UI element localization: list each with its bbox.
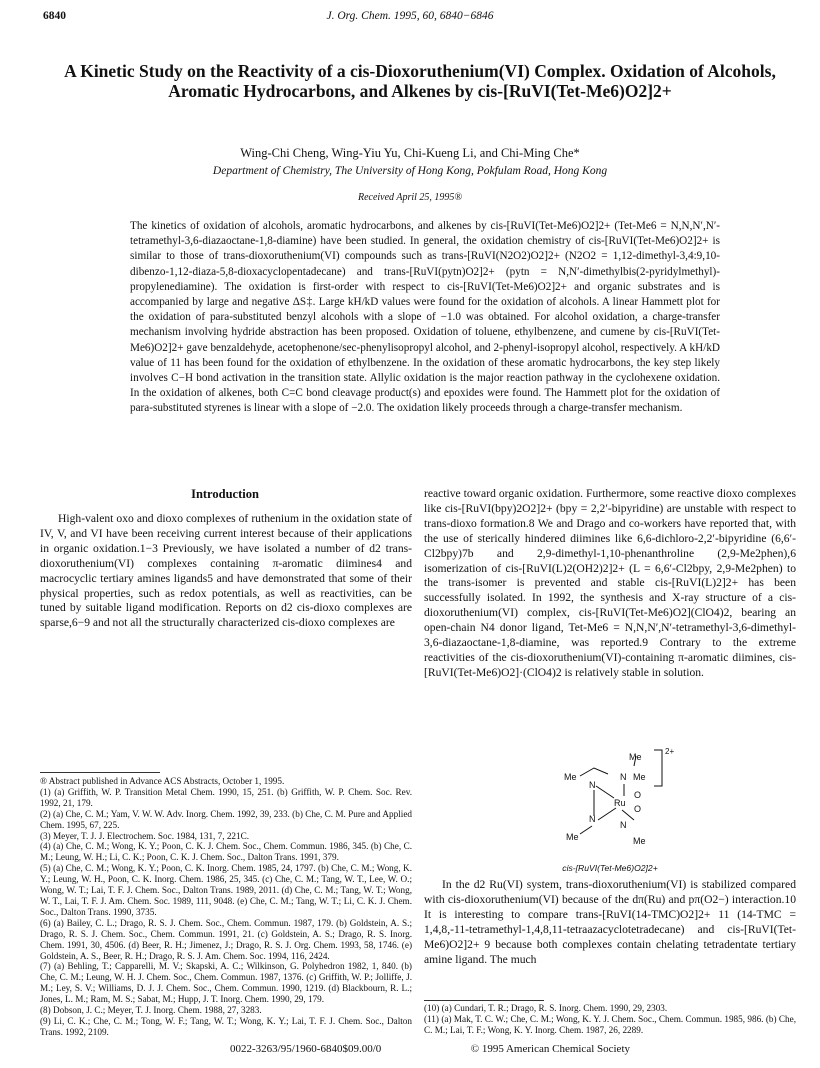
left-column xyxy=(40,512,412,631)
structure-bond xyxy=(622,810,634,820)
article-code: 0022-3263/95/1960-6840$09.00/0 xyxy=(230,1043,382,1055)
structure-bond xyxy=(596,786,614,798)
charge-label: 2+ xyxy=(665,747,675,756)
footnotes-right xyxy=(424,1003,796,1036)
intro-paragraph-3: In the d2 Ru(VI) system, trans-dioxoruthenium(VI) is stabilized compared with cis-dioxoruthenium(VI) because of the dπ(Ru) and pπ(O2−) interaction.10 It is interesting to compare trans-[RuVI(14-TMC)O2]2+ 11 (14-TMC = 1,4,8,-11-tetramethyl-1,4,8,11-tetraazacyclotetradecane) and cis-[RuVI(Tet-Me6)O2]2+ 9 because both complexes contain chelating tetradentate tertiary amine ligand. The much xyxy=(424,878,796,966)
right-column-continued xyxy=(424,878,796,967)
atom-label: O xyxy=(634,790,642,800)
abstract: The kinetics of oxidation of alcohols, aromatic hydrocarbons, and alkenes by cis-[RuVI(Tet-Me6)O2]2+ (Tet-Me6 = N,N,N′,N′-tetramethyl-3,6-diazaoctane-1,8-diamine) have been studied. In general, the oxidation chemistry of cis-[RuVI(Tet-Me6)O2]2+ is similar to those of trans-dioxoruthenium(VI) compounds such as trans-[RuVI(N2O2)O2]2+ (N2O2 = 1,12-dimethyl-3,4:9,10-dibenzo-1,12-diaza-5,8-dioxacyclopentadecane) and trans-[RuVI(pytn)O2]2+ (pytn = N,N′-dimethylbis(2-pyridylmethyl)-propylenediamine). The oxidation is first-order with respect to cis-[RuVI(Tet-Me6)O2]2+ and organic substrates and is accompanied by large and negative ΔS‡. Large kH/kD values were found for the oxidation of alcohols. A linear Hammett plot for the oxidation of para-substituted benzyl alcohols with a slope of −1.0 was obtained. For alcohol oxidation, a charge-transfer mechanism involving hydride abstraction has been proposed. Oxidation of toluene, ethylbenzene, and cumene by cis-[RuVI(Tet-Me6)O2]2+ gave benzaldehyde, acetophenone/sec-phenylisopropyl alcohol, and 2-phenyl-isopropyl alcohol, respectively. A kH/kD value of 11 has been found for the oxidation of ethylbenzene. In the oxidation of these aromatic hydrocarbons, the key step likely involves C−H bond activation in the transition state. Allylic oxidation is the major reaction pathway in the cyclohexene oxidation. In the oxidation of alkenes, both C=C bond cleavage product(s) and epoxides were found. The Hammett plot for the oxidation of para-substituted styrenes is linear with a slope of −2.0. The oxidation likely proceeds through a charge-transfer mechanism. xyxy=(130,220,720,415)
footnote: (9) Li, C. K.; Che, C. M.; Tong, W. F.; Tang, W. T.; Wong, K. Y.; Lai, T. F. J. Chem. Soc., Dalton Trans. 1992, 2109. xyxy=(40,1015,412,1037)
author-list: Wing-Chi Cheng, Wing-Yiu Yu, Chi-Kueng Li, and Chi-Ming Che* xyxy=(240,146,580,160)
charge-bracket xyxy=(654,750,662,786)
atom-label: N xyxy=(589,814,596,824)
footnote: (3) Meyer, T. J. J. Electrochem. Soc. 1984, 131, 7, 221C. xyxy=(40,830,250,841)
footnote: (6) (a) Bailey, C. L.; Drago, R. S. J. Chem. Soc., Chem. Commun. 1987, 179. (b) Goldstein, A. S.; Drago, R. S. J. Chem. Soc., Chem. Commun. 1991, 21. (c) Goldstein, A. S.; Drago, R. S. Inorg. Chem. 1991, 30, 4506. (d) Beer, R. H.; Jimenez, J.; Drago, R. S. J. Org. Chem. 1993, 58, 1746. (e) Goldstein, A. S., Beer, R. H.; Drago, R. S. J. Am. Chem. Soc. 1994, 116, 2424. xyxy=(40,917,412,961)
atom-label: O xyxy=(634,804,642,814)
footnote: (7) (a) Behling, T.; Capparelli, M. V.; Skapski, A. C.; Wilkinson, G. Polyhedron 1982, 1, 840. (b) Che, C. M.; Leung, W. H. J. Chem. Soc., Chem. Commun. 1987, 1376. (c) Griffith, W. P.; Jolliffe, J. M.; Ley, S. V.; Williams, D. J. J. Chem. Soc., Chem. Commun. 1990, 1219. (d) Blackbourn, R. L.; Jones, L. M.; Ram, M. S.; Sabat, M.; Hupp, J. T. Inorg. Chem. 1990, 29, 179. xyxy=(40,961,412,1005)
page-footer xyxy=(230,1043,630,1055)
intro-paragraph-1: High-valent oxo and dioxo complexes of ruthenium in the oxidation state of IV, V, and VI have been receiving current interest because of their applications in organic oxidation.1−3 Previously, we have isolated a number of d2 trans-dioxoruthenium(VI) complexes containing π-aromatic diimines4 and macrocyclic tertiary amines ligands5 and have demonstrated that some of their physical properties, such as redox potentials, as well as reactivities, can be tuned by suitable ligand modification. Reports on d2 cis-dioxo complexes are sparse,6−9 and not all the structurally characterized cis-dioxo complexes are xyxy=(40,512,412,630)
footnote-divider xyxy=(424,1000,544,1001)
footnote: (5) (a) Che, C. M.; Wong, K. Y.; Poon, C. K. Inorg. Chem. 1985, 24, 1797. (b) Che, C. M.; Wong, K. Y.; Leung, W. H., Poon, C. K. Inorg. Chem. 1986, 25, 345. (c) Che, C. M.; Tang, W. T., Lee, W. O.; Wong, W. T.; Lai, T. F. J. Chem. Soc., Dalton Trans. 1989, 2011. (d) Che, C. M.; Tang, W. T.; Wong, W. T., Lai, T. F. J. Am. Chem. Soc. 1989, 111, 9048. (e) Che, C. M.; Tang, W. T.; Li, C. K. J. Chem. Soc., Dalton Trans. 1990, 3735. xyxy=(40,863,412,917)
atom-label: Me xyxy=(566,832,579,842)
footnote: ® Abstract published in Advance ACS Abstracts, October 1, 1995. xyxy=(40,776,285,786)
footnote: (2) (a) Che, C. M.; Yam, V. W. W. Adv. Inorg. Chem. 1992, 39, 233. (b) Che, C. M. Pure and Applied Chem. 1995, 67, 225. xyxy=(40,808,412,830)
footnote: (10) (a) Cundari, T. R.; Drago, R. S. Inorg. Chem. 1990, 29, 2303. xyxy=(424,1003,668,1013)
structure-caption: cis-[RuVI(Tet-Me6)O2]2+ xyxy=(562,863,658,873)
structure-bond xyxy=(598,808,616,820)
received-date: Received April 25, 1995® xyxy=(357,192,463,203)
atom-label: Me xyxy=(633,836,646,846)
atom-label: N xyxy=(589,780,596,790)
intro-paragraph-2: reactive toward organic oxidation. Furthermore, some reactive dioxo complexes like cis-[RuVI(bpy)2O2]2+ (bpy = 2,2′-bipyridine) are unstable with respect to trans-dioxo formation.8 We and Drago and co-workers have reported that, with the use of sterically hindered diimines like 6,6-dichloro-2,2′-bipyridine (6,6′-Cl2bpy)7b and 2,9-dimethyl-1,10-phenanthroline (2,9-Me2phen),6 isomerization of cis-[RuVI(L)2(OH2)2]2+ (L = 6,6′-Cl2bpy, 2,9-Me2phen) to the trans-isomer is prevented and stable cis-[RuVI(L)2]2+ has been successfully isolated. In 1992, the synthesis and X-ray structure of a cis-dioxoruthenium(VI) complex, cis-[RuVI(Tet-Me6)O2](ClO4)2, bearing an open-chain N4 donor ligand, Tet-Me6 = N,N,N′,N′-tetramethyl-3,6-dimethyl-3,6-diazaoctane-1,8-diamine, was reported.9 Contrary to the extreme reactivities of the cis-dioxoruthenium(VI)-containing π-aromatic diimines, cis-[RuVI(Tet-Me6)O2]·(ClO4)2 is relatively stable in solution. xyxy=(424,487,796,679)
footnote: (8) Dobson, J. C.; Meyer, T. J. Inorg. Chem. 1988, 27, 3283. xyxy=(40,1005,262,1016)
right-column xyxy=(424,487,796,681)
footnotes-left xyxy=(40,776,412,1038)
atom-label: Me xyxy=(564,772,577,782)
chemical-structure-diagram xyxy=(536,746,696,856)
atom-label: Ru xyxy=(614,798,626,808)
section-heading-introduction: Introduction xyxy=(191,487,259,501)
footnote: (11) (a) Mak, T. C. W.; Che, C. M.; Wong, K. Y. J. Chem. Soc., Chem. Commun. 1985, 986. (b) Che, C. M.; Lai, T. F.; Wong, K. Y. Inorg. Chem. 1987, 26, 2289. xyxy=(424,1013,796,1035)
structure-bond xyxy=(580,768,608,776)
footnote: (4) (a) Che, C. M.; Wong, K. Y.; Poon, C. K. J. Chem. Soc., Chem. Commun. 1986, 345. (b) Che, C. M.; Leung, W. H.; Li, C. K.; Poon, C. K. J. Chem. Soc., Dalton Trans. 1991, 379. xyxy=(40,841,412,863)
article-title: A Kinetic Study on the Reactivity of a cis-Dioxoruthenium(VI) Complex. Oxidation of Alcohols, Aromatic Hydrocarbons, and Alkenes by cis-[RuVI(Tet-Me6)O2]2+ xyxy=(64,61,776,101)
copyright-notice: © 1995 American Chemical Society xyxy=(470,1043,630,1055)
atom-label: N xyxy=(620,772,627,782)
affiliation: Department of Chemistry, The University of Hong Kong, Pokfulam Road, Hong Kong xyxy=(212,165,608,177)
footnote: (1) (a) Griffith, W. P. Transition Metal Chem. 1990, 15, 251. (b) Griffith, W. P. Chem. Soc. Rev. 1992, 21, 179. xyxy=(40,786,412,808)
structure-bond xyxy=(580,826,592,834)
footnote-divider xyxy=(40,772,160,773)
atom-label: Me xyxy=(629,752,642,762)
atom-label: N xyxy=(620,820,627,830)
page-number: 6840 xyxy=(43,10,66,22)
journal-citation: J. Org. Chem. 1995, 60, 6840−6846 xyxy=(326,10,494,22)
atom-label: Me xyxy=(633,772,646,782)
